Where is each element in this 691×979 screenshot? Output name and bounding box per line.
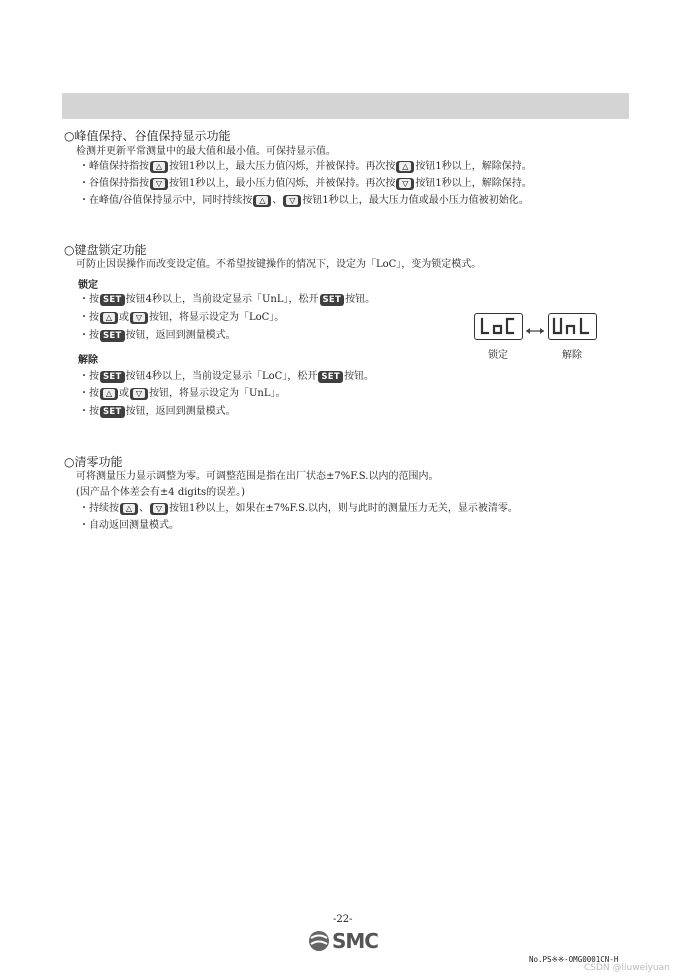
- peak-description: 检测并更新平常测量中的最大值和最小值。可保持显示值。: [76, 146, 336, 157]
- document-number: No.PS※※-OMG0001CN-H: [529, 955, 619, 964]
- set-key-icon: SET: [100, 371, 125, 383]
- smc-logo-text: SMC: [332, 929, 378, 953]
- up-key-icon: △: [396, 161, 414, 173]
- text: 按钮，返回到测量模式。: [125, 330, 236, 341]
- smc-logo-icon: [308, 930, 330, 952]
- text: 按钮，返回到测量模式。: [125, 406, 236, 417]
- text: ・按: [79, 406, 99, 417]
- down-key-icon: ▽: [396, 178, 414, 190]
- text: 按钮1秒以上，最大压力值闪烁，并被保持。再次按: [169, 161, 396, 172]
- text: 按钮。: [345, 294, 376, 305]
- text: 按钮1秒以上，解除保持。: [415, 161, 532, 172]
- text: ・按: [79, 330, 99, 341]
- text: ・按: [79, 388, 99, 399]
- text: 按钮1秒以上，解除保持。: [415, 178, 532, 189]
- peak-bullet-2: [79, 177, 532, 190]
- peak-bullet-1: [79, 160, 532, 173]
- double-arrow-icon: [524, 321, 546, 340]
- up-key-icon: △: [120, 503, 138, 515]
- unl-display-icon: [548, 313, 597, 340]
- down-key-icon: ▽: [283, 195, 301, 207]
- text: ・按: [79, 371, 99, 382]
- down-key-icon: ▽: [130, 312, 148, 324]
- smc-logo: [308, 929, 378, 953]
- text: 、: [272, 195, 283, 206]
- peak-bullet-3: [79, 194, 529, 207]
- lock-figure-label: 锁定: [488, 350, 508, 361]
- set-key-icon: SET: [100, 406, 125, 418]
- text: 按钮1秒以上，最小压力值闪烁，并被保持。再次按: [169, 178, 396, 189]
- text: 或: [119, 388, 129, 399]
- lock-bullet-1: [79, 293, 375, 306]
- unlock-figure-label: 解除: [562, 350, 582, 361]
- watermark: CSDN @liuweiyuan: [584, 963, 670, 973]
- text: ・谷值保持指按: [79, 178, 149, 189]
- zero-bullet-2: ・自动返回测量模式。: [79, 520, 179, 531]
- text: 按钮1秒以上，最大压力值或最小压力值被初始化。: [302, 195, 529, 206]
- text: 按钮。: [343, 371, 374, 382]
- text: 或: [119, 312, 129, 323]
- lock-bullet-2: [79, 311, 284, 324]
- unlock-heading: 解除: [78, 355, 98, 366]
- set-key-icon: SET: [100, 330, 125, 342]
- header-band: [62, 93, 629, 119]
- text: 、: [139, 503, 149, 514]
- up-key-icon: △: [253, 195, 271, 207]
- set-key-icon: SET: [100, 294, 125, 306]
- text: 按钮，将显示设定为「UnL」。: [149, 388, 286, 399]
- section-title-peak-hold: ○峰值保持、谷值保持显示功能: [64, 129, 231, 143]
- down-key-icon: ▽: [130, 388, 148, 400]
- text: ・峰值保持指按: [79, 161, 149, 172]
- text: ・在峰值/谷值保持显示中，同时持续按: [79, 195, 253, 206]
- up-key-icon: △: [100, 388, 118, 400]
- up-key-icon: △: [150, 161, 168, 173]
- text: 按钮1秒以上，如果在±7%F.S.以内，则与此时的测量压力无关，显示被清零。: [169, 503, 518, 514]
- down-key-icon: ▽: [150, 503, 168, 515]
- unl-segment-icon: [549, 314, 595, 338]
- loc-display-icon: [474, 313, 523, 340]
- zero-description-1: 可将测量压力显示调整为零。可调整范围是指在出厂状态±7%F.S.以内的范围内。: [76, 471, 439, 482]
- unlock-bullet-3: [79, 405, 236, 418]
- text: 按钮4秒以上，当前设定显示「LoC」，松开: [125, 371, 318, 382]
- lock-bullet-3: [79, 329, 236, 342]
- unlock-bullet-2: [79, 387, 286, 400]
- zero-description-2: (因产品个体差会有±4 digits的误差。): [76, 487, 246, 498]
- lock-heading: 锁定: [78, 280, 98, 291]
- loc-segment-icon: [475, 314, 521, 338]
- down-key-icon: ▽: [150, 178, 168, 190]
- unlock-bullet-1: [79, 370, 374, 383]
- up-key-icon: △: [100, 312, 118, 324]
- set-key-icon: SET: [318, 371, 343, 383]
- section-title-key-lock: ○键盘锁定功能: [64, 243, 147, 257]
- section-title-zero-clear: ○清零功能: [64, 455, 123, 469]
- set-key-icon: SET: [320, 294, 345, 306]
- text: 按钮，将显示设定为「LoC」。: [149, 312, 285, 323]
- text: ・持续按: [79, 503, 119, 514]
- page-number: -22-: [333, 914, 353, 925]
- zero-bullet-1: [79, 502, 518, 515]
- text: ・按: [79, 294, 99, 305]
- lock-description: 可防止因误操作而改变设定值。不希望按键操作的情况下，设定为「LoC」，变为锁定模式。: [76, 259, 482, 270]
- text: 按钮4秒以上，当前设定显示「UnL」，松开: [125, 294, 319, 305]
- text: ・按: [79, 312, 99, 323]
